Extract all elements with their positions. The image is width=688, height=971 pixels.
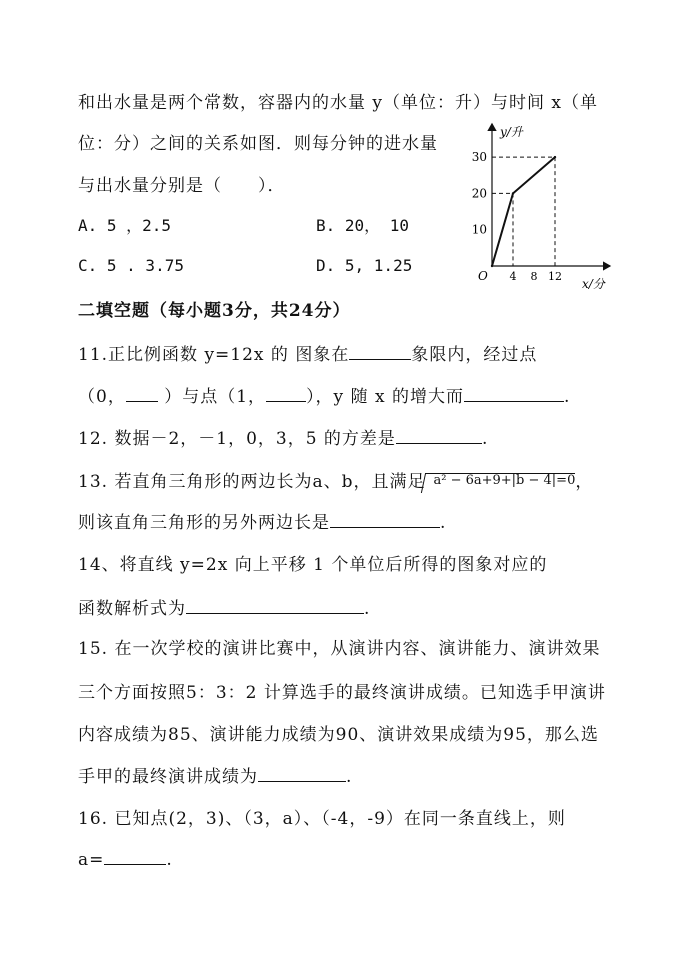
q13-blank[interactable] — [330, 511, 440, 528]
x-tick-label-2: 12 — [548, 270, 562, 283]
option-c: C. 5 . 3.75 — [78, 256, 184, 275]
q13-radical — [425, 473, 575, 488]
q15-line2: 三个方面按照5：3：2 计算选手的最终演讲成绩。已知选手甲演讲 — [78, 683, 606, 703]
q11-line1 — [78, 340, 537, 365]
q16-line1: 16. 已知点(2，3)、（3，a）、（-4，-9）在同一条直线上，则 — [78, 809, 566, 829]
q15-line1: 15. 在一次学校的演讲比赛中，从演讲内容、演讲能力、演讲效果 — [78, 639, 601, 659]
q15-line4 — [78, 762, 352, 787]
q16-text2: a= — [78, 850, 105, 870]
x-axis-label: x/分 — [582, 277, 605, 291]
q13-line2 — [78, 508, 446, 533]
y-tick-label-1: 20 — [471, 186, 487, 201]
series-line-0 — [492, 157, 555, 266]
y-tick-label-0: 10 — [471, 222, 487, 237]
q15-blank[interactable] — [258, 765, 346, 782]
q10-line1: 和出水量是两个常数，容器内的水量 y（单位：升）与时间 x（单 — [78, 93, 598, 113]
q14-blank[interactable] — [186, 597, 364, 614]
q15-end: . — [346, 767, 353, 787]
q11-text-b: 象限内，经过点 — [411, 345, 538, 365]
q11-blank-trend[interactable] — [464, 385, 564, 402]
q11-end: . — [563, 387, 571, 407]
q15-line3: 内容成绩为85、演讲能力成绩为90、演讲效果成绩为95，那么选 — [78, 725, 599, 745]
q15-text4: 手甲的最终演讲成绩为 — [78, 767, 258, 787]
q13-end: ， — [575, 472, 594, 492]
q16-blank[interactable] — [104, 848, 166, 865]
q14-line1: 14、将直线 y=2x 向上平移 1 个单位后所得的图象对应的 — [78, 555, 548, 575]
q12-text: 12. 数据－2，－1，0，3，5 的方差是 — [78, 429, 396, 449]
q14-line2 — [78, 594, 370, 619]
q10-line3: 与出水量分别是（ ）． — [78, 176, 286, 196]
q11-text-a: 11.正比例函数 y=12x 的 图象在 — [78, 345, 350, 365]
q14-text2: 函数解析式为 — [78, 599, 186, 619]
q10-line2: 位：分）之间的关系如图．则每分钟的进水量 — [78, 134, 438, 154]
origin-label: O — [478, 269, 488, 283]
q13-radicand: a² − 6a+9 — [433, 473, 501, 488]
q11-blank-y1[interactable] — [126, 385, 158, 402]
option-d: D. 5, 1.25 — [316, 256, 413, 275]
q12-end: . — [481, 429, 489, 449]
q11-text-e: ），y 随 x 的增大而 — [306, 387, 464, 407]
q11-blank-quadrant[interactable] — [349, 343, 411, 360]
option-a: A. 5 ，2.5 — [78, 216, 172, 235]
data-point-2 — [554, 156, 556, 158]
data-point-1 — [512, 192, 514, 194]
option-b: B. 20， 10 — [316, 216, 410, 235]
y-tick-label-2: 30 — [471, 150, 487, 165]
q12-blank[interactable] — [396, 427, 482, 444]
x-tick-label-0: 4 — [509, 270, 517, 283]
q13-text: 13. 若直角三角形的两边长为a、b，且满足 — [78, 472, 426, 492]
q11-blank-y2[interactable] — [266, 385, 306, 402]
q13-line1 — [78, 467, 593, 492]
data-point-0 — [491, 265, 493, 267]
q13-end2: . — [440, 513, 447, 533]
q16-end: . — [166, 850, 173, 870]
y-axis-label: y/升 — [500, 125, 523, 139]
q12-line — [78, 424, 488, 449]
q11-text-d: ）与点（1， — [157, 387, 267, 407]
q14-end: . — [364, 599, 371, 619]
q11-text-c: （0， — [78, 387, 126, 407]
q13-tail: +|b − 4|=0 — [500, 473, 576, 488]
q11-line2 — [78, 382, 570, 407]
x-tick-label-1: 8 — [530, 270, 538, 283]
q16-line2 — [78, 848, 173, 870]
q13-text2: 则该直角三角形的另外两边长是 — [78, 513, 330, 533]
water-volume-graph — [460, 118, 620, 296]
section-title: 二填空题（每小题3分，共24分） — [78, 301, 351, 321]
